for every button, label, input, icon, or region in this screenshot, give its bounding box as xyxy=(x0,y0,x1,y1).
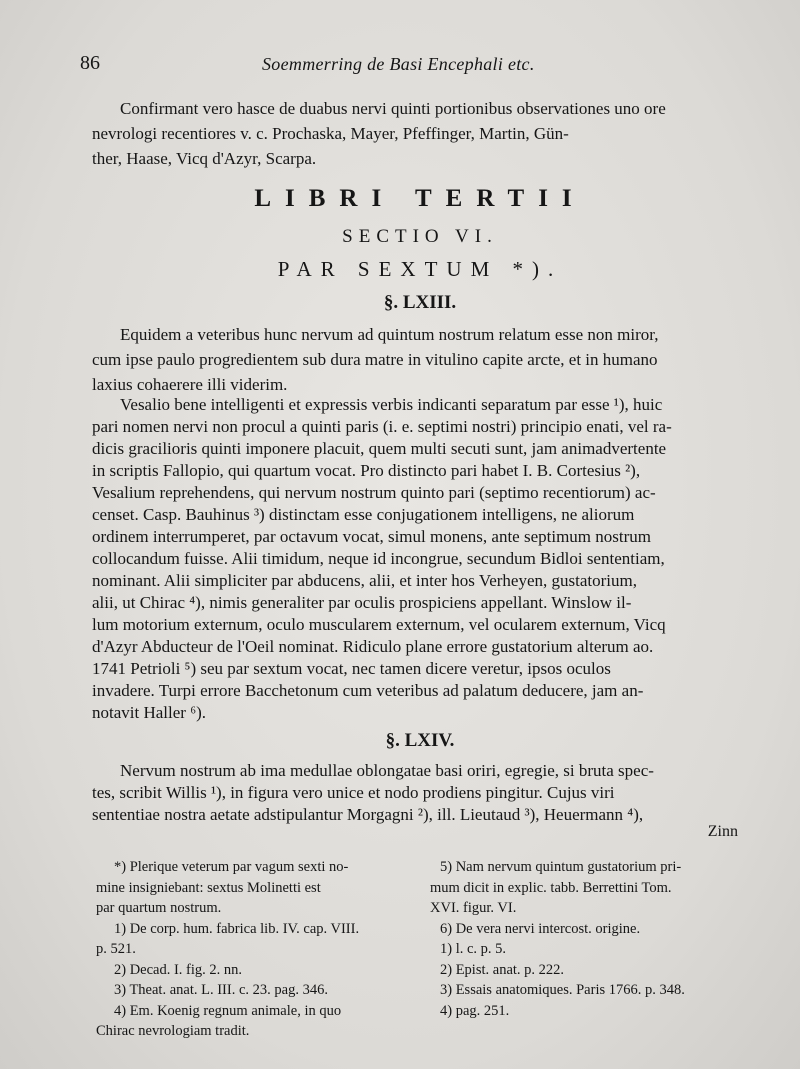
text-line: alii, ut Chirac ⁴), nimis generaliter par oculis prospiciens appellant. Winslow il- xyxy=(92,593,632,612)
text-line: pari nomen nervi non procul a quinti paris (i. e. septimi nostri) principio enati, vel ra- xyxy=(92,417,672,436)
footnote-line: 4) Em. Koenig regnum animale, in quo xyxy=(114,1002,342,1019)
text-line: sententiae nostra aetate adstipulantur Morgagni ²), ill. Lieutaud ³), Heuermann ⁴), xyxy=(92,805,644,824)
text-line: Nervum nostrum ab ima medullae oblongatae basi oriri, egregie, si bruta spec- xyxy=(120,761,654,780)
text-line: nominant. Alii simpliciter par abducens, alii, et inter hos Verheyen, gustatorium, xyxy=(92,571,637,590)
footnotes-right xyxy=(430,857,750,1021)
text-line: ordinem interrumperet, par octavum vocat, simul monens, ante septimum nostrum xyxy=(92,527,651,546)
paragraph-lxiv xyxy=(92,760,744,826)
text-line: collocandum fuisse. Alii timidum, neque id incongrue, secundum Bidloi sententiam, xyxy=(92,549,665,568)
footnote-line: mine insigniebant: sextus Molinetti est xyxy=(96,879,321,896)
text-line: laxius cohaerere illi viderim. xyxy=(92,375,288,394)
footnote-line: *) Plerique veterum par vagum sexti no- xyxy=(114,859,349,875)
footnote-line: par quartum nostrum. xyxy=(96,900,222,916)
text-line: Vesalio bene intelligenti et expressis verbis indicanti separatum par esse ¹), huic xyxy=(120,395,663,414)
text-line: dicis gracilioris quinti imponere placuit, quem multi secuti sunt, jam animadvertente xyxy=(92,439,667,458)
text-line: tes, scribit Willis ¹), in figura vero unice et nodo prodiens pingitur. Cujus viri xyxy=(92,783,615,802)
footnote-line: mum dicit in explic. tabb. Berrettini Tom. xyxy=(430,879,672,896)
text-line: Confirmant vero hasce de duabus nervi quinti portionibus observationes uno ore xyxy=(120,99,666,118)
footnotes-left xyxy=(96,857,396,1042)
footnote-line: 4) pag. 251. xyxy=(440,1002,510,1019)
text-line: nevrologi recentiores v. c. Prochaska, Mayer, Pfeffinger, Martin, Gün- xyxy=(92,124,569,143)
footnote-line: p. 521. xyxy=(96,941,136,957)
footnote-line: 2) Epist. anat. p. 222. xyxy=(440,961,565,978)
text-line: Vesalium reprehendens, qui nervum nostrum quinto pari (septimo recentiorum) ac- xyxy=(92,483,656,502)
text-line: censet. Casp. Bauhinus ³) distinctam esse conjugationem intelligens, ne aliorum xyxy=(92,505,635,524)
footnote-line: 5) Nam nervum quintum gustatorium pri- xyxy=(440,859,682,875)
text-line: Equidem a veteribus hunc nervum ad quintum nostrum relatum esse non miror, xyxy=(120,325,659,344)
footnote-line: 6) De vera nervi intercost. origine. xyxy=(440,920,641,937)
catchword: Zinn xyxy=(707,823,738,840)
paragraph-lxiii-2 xyxy=(92,394,744,724)
intro-paragraph xyxy=(92,96,744,171)
text-line: invadere. Turpi errore Bacchetonum cum veteribus ad palatum deducere, jam an- xyxy=(92,681,644,700)
footnote-line: 3) Essais anatomiques. Paris 1766. p. 348. xyxy=(440,982,685,998)
running-title: Soemmerring de Basi Encephali etc. xyxy=(262,54,535,74)
footnote-line: XVI. figur. VI. xyxy=(430,900,517,916)
paragraph-lxiii-1 xyxy=(92,322,744,397)
book-heading: LIBRI TERTII xyxy=(254,185,586,212)
text-line: d'Azyr Abducteur de l'Oeil nominat. Ridiculo plane errore gustatorium alterum ao. xyxy=(92,637,654,656)
footnote-line: 3) Theat. anat. L. III. c. 23. pag. 346. xyxy=(114,982,328,998)
par-heading: PAR SEXTUM *). xyxy=(277,257,563,281)
text-line: in scriptis Fallopio, qui quartum vocat. Pro distincto pari habet I. B. Cortesius ²), xyxy=(92,461,641,480)
text-line: ther, Haase, Vicq d'Azyr, Scarpa. xyxy=(92,149,317,168)
footnote-line: Chirac nevrologiam tradit. xyxy=(96,1023,250,1039)
footnote-line: 1) De corp. hum. fabrica lib. IV. cap. VIII. xyxy=(114,920,360,937)
text-line: lum motorium externum, oculo muscularem externum, vel ocularem externum, Vicq xyxy=(92,615,666,634)
section-title-lxiv: §. LXIV. xyxy=(385,730,455,751)
sectio-heading: SECTIO VI. xyxy=(342,226,498,247)
section-title-lxiii: §. LXIII. xyxy=(383,292,457,313)
page-number: 86 xyxy=(80,52,100,74)
footnote-line: 2) Decad. I. fig. 2. nn. xyxy=(114,961,243,978)
text-line: 1741 Petrioli ⁵) seu par sextum vocat, nec tamen dicere veretur, ipsos oculos xyxy=(92,659,611,678)
text-line: notavit Haller ⁶). xyxy=(92,703,207,722)
footnote-line: 1) l. c. p. 5. xyxy=(440,941,507,957)
text-line: cum ipse paulo progredientem sub dura matre in vitulino capite arcte, et in humano xyxy=(92,350,658,369)
